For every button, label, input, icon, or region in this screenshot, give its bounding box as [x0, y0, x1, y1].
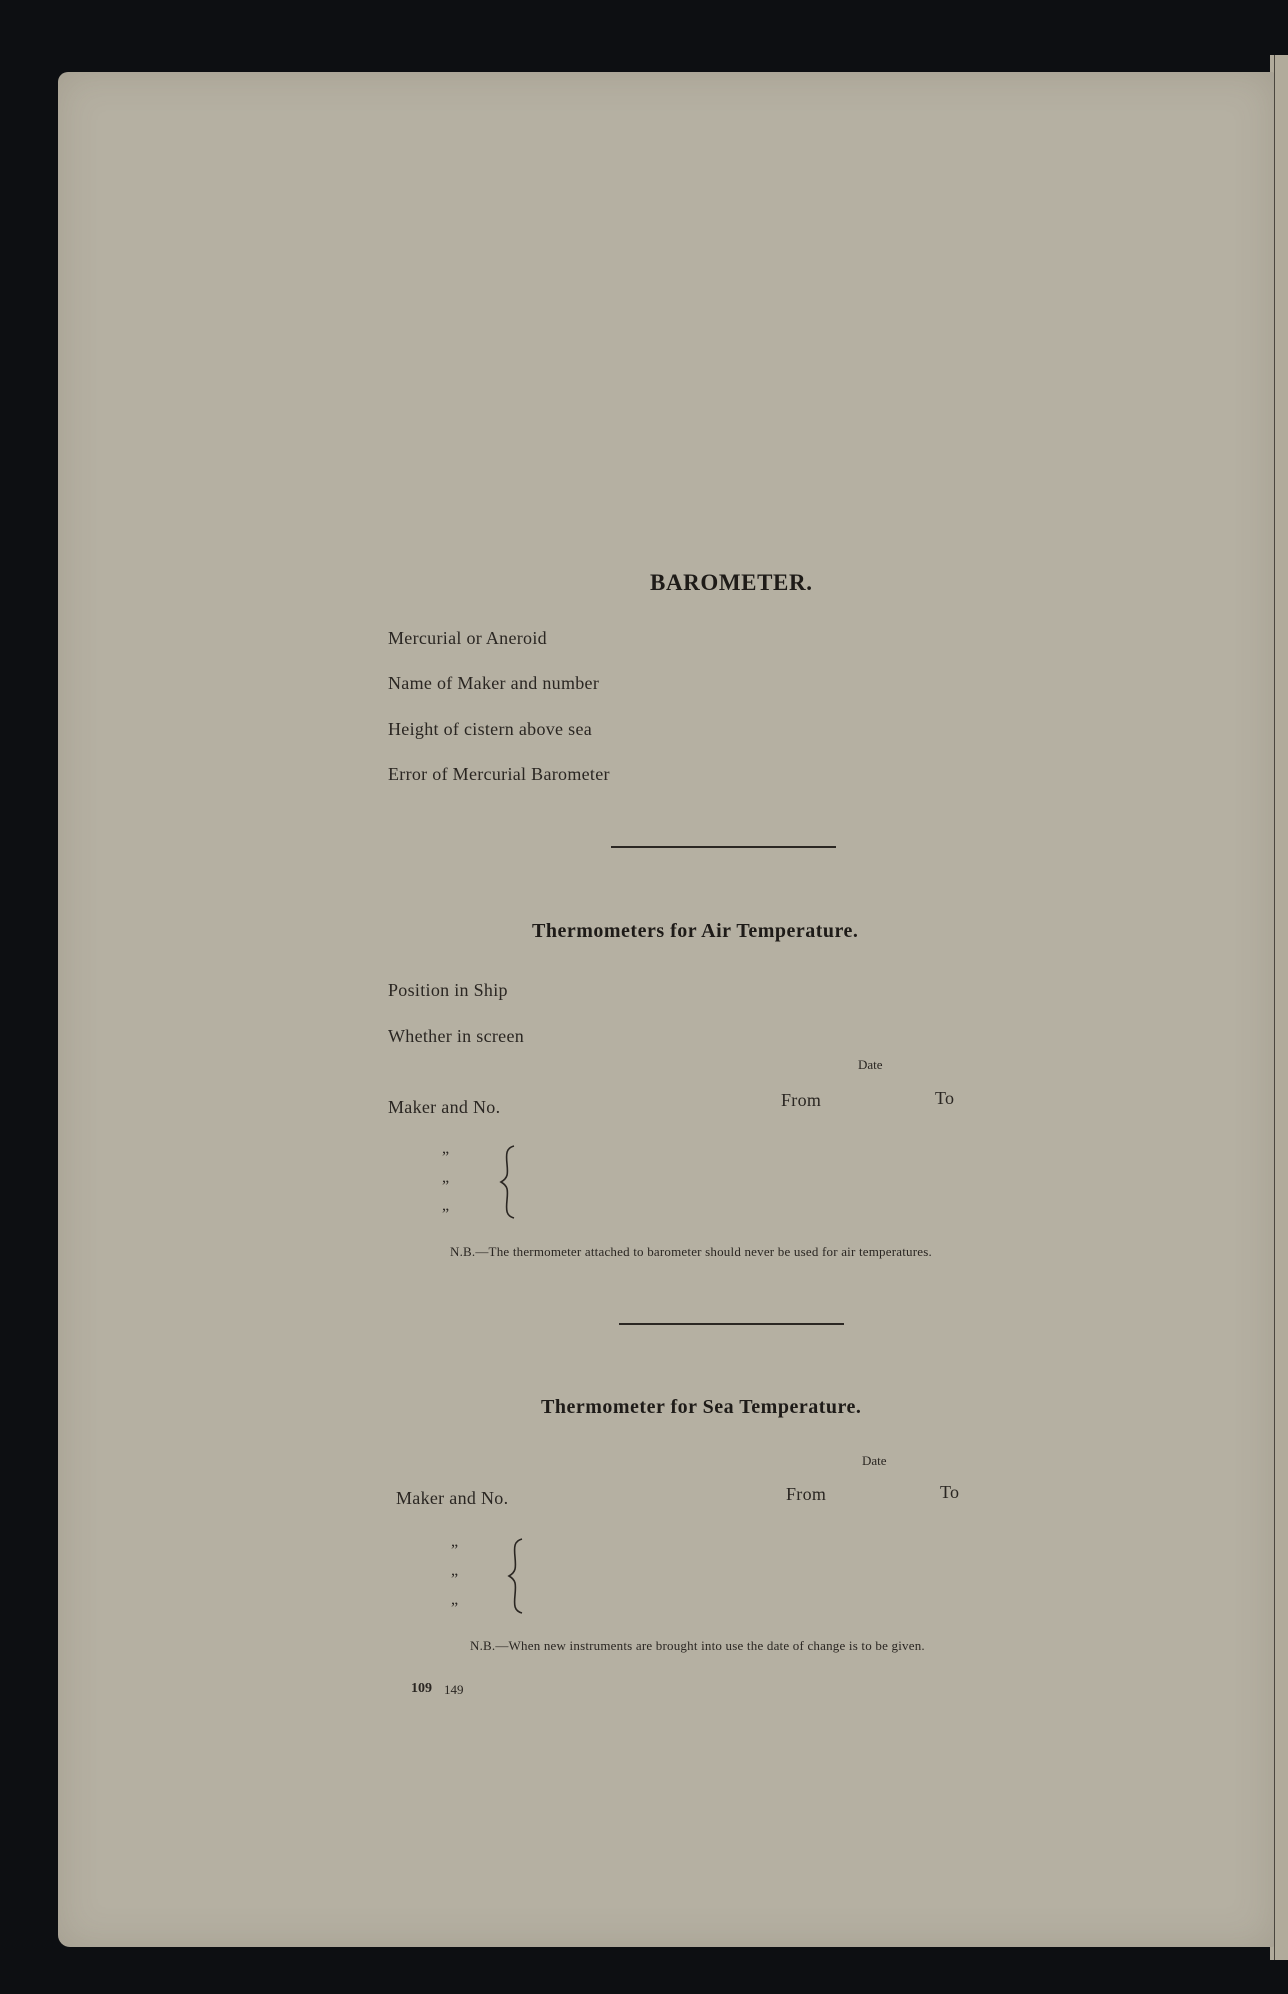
- sea-maker-label: Maker and No.: [396, 1488, 509, 1508]
- air-ditto-1: ”: [442, 1149, 450, 1166]
- section-divider-2: [619, 1323, 844, 1325]
- air-ditto-2: ”: [442, 1178, 450, 1195]
- sea-footnote: N.B.—When new instruments are brought into use the date of change is to be given.: [470, 1638, 925, 1653]
- field-cistern-height: Height of cistern above sea: [388, 719, 593, 739]
- field-whether-in-screen: Whether in screen: [388, 1026, 525, 1046]
- field-maker-and-number: Name of Maker and number: [388, 673, 600, 693]
- section-divider-1: [611, 846, 836, 848]
- field-barometer-error: Error of Mercurial Barometer: [388, 764, 610, 784]
- air-from-label: From: [781, 1090, 822, 1110]
- sea-brace-icon: [506, 1537, 526, 1615]
- sea-ditto-1: ”: [451, 1542, 459, 1559]
- form-code: 149: [444, 1682, 464, 1697]
- sea-to-label: To: [940, 1482, 960, 1502]
- air-brace-icon: [498, 1144, 518, 1220]
- air-maker-label: Maker and No.: [388, 1097, 501, 1117]
- sea-ditto-2: ”: [451, 1571, 459, 1588]
- air-ditto-3: ”: [442, 1206, 450, 1223]
- air-thermometers-heading: Thermometers for Air Temperature.: [532, 920, 859, 942]
- field-mercurial-or-aneroid: Mercurial or Aneroid: [388, 628, 547, 648]
- sea-ditto-3: ”: [451, 1600, 459, 1617]
- barometer-heading: BAROMETER.: [650, 570, 813, 595]
- sea-date-label: Date: [862, 1453, 887, 1468]
- air-footnote: N.B.—The thermometer attached to barometer should never be used for air temperatures.: [450, 1244, 932, 1259]
- field-position-in-ship: Position in Ship: [388, 980, 508, 1000]
- form-number: 109: [411, 1681, 432, 1696]
- air-to-label: To: [935, 1088, 955, 1108]
- sea-thermometer-heading: Thermometer for Sea Temperature.: [541, 1396, 862, 1418]
- sea-from-label: From: [786, 1484, 827, 1504]
- adjacent-page-fold: [1274, 55, 1275, 1960]
- form-page: [58, 72, 1274, 1947]
- air-date-label: Date: [858, 1057, 883, 1072]
